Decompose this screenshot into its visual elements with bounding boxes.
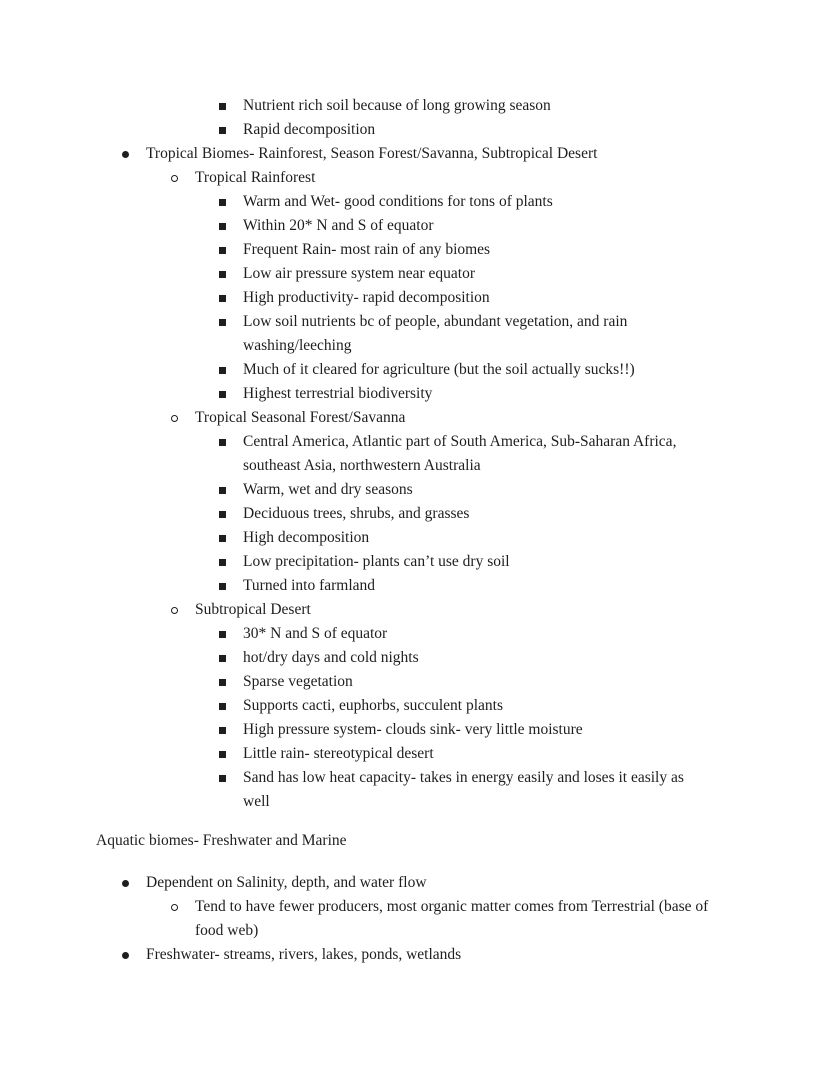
biomes-outline-list <box>96 94 712 814</box>
list-item <box>96 550 712 574</box>
list-item-text: Tropical Biomes- Rainforest, Season Forest/Savanna, Subtropical Desert <box>146 145 598 162</box>
square-bullet-icon <box>219 559 226 566</box>
list-item-text: Deciduous trees, shrubs, and grasses <box>243 505 470 522</box>
list-item <box>96 358 712 382</box>
circle-bullet-icon <box>171 415 178 422</box>
list-item <box>96 718 712 742</box>
list-item <box>96 310 712 358</box>
list-item <box>96 574 712 598</box>
list-item-text: Much of it cleared for agriculture (but the soil actually sucks!!) <box>243 361 635 378</box>
square-bullet-icon <box>219 775 226 782</box>
list-item-text: High productivity- rapid decomposition <box>243 289 490 306</box>
list-item-text: Little rain- stereotypical desert <box>243 745 434 762</box>
circle-bullet-icon <box>171 904 178 911</box>
square-bullet-icon <box>219 487 226 494</box>
square-bullet-icon <box>219 751 226 758</box>
list-item-text: Rapid decomposition <box>243 121 376 138</box>
circle-bullet-icon <box>171 607 178 614</box>
list-item-text: Frequent Rain- most rain of any biomes <box>243 241 491 258</box>
list-item-text: Nutrient rich soil because of long growing season <box>243 97 551 114</box>
list-item <box>96 646 712 670</box>
square-bullet-icon <box>219 679 226 686</box>
list-item-text: Tend to have fewer producers, most organic matter comes from Terrestrial (base of food web) <box>195 898 709 939</box>
list-item <box>96 238 712 262</box>
list-item <box>96 430 712 478</box>
disc-bullet-icon <box>122 952 129 959</box>
square-bullet-icon <box>219 271 226 278</box>
list-item <box>96 694 712 718</box>
circle-bullet-icon <box>171 175 178 182</box>
list-item-text: Tropical Seasonal Forest/Savanna <box>195 409 406 426</box>
square-bullet-icon <box>219 655 226 662</box>
square-bullet-icon <box>219 199 226 206</box>
square-bullet-icon <box>219 535 226 542</box>
square-bullet-icon <box>219 319 226 326</box>
list-item <box>96 766 712 814</box>
disc-bullet-icon <box>122 880 129 887</box>
list-item-text: Turned into farmland <box>243 577 376 594</box>
list-item-text: High decomposition <box>243 529 370 546</box>
square-bullet-icon <box>219 103 226 110</box>
list-item <box>96 118 712 142</box>
list-item <box>96 166 712 190</box>
list-item-text: Warm and Wet- good conditions for tons of plants <box>243 193 553 210</box>
square-bullet-icon <box>219 367 226 374</box>
square-bullet-icon <box>219 223 226 230</box>
list-item-text: Dependent on Salinity, depth, and water flow <box>146 874 427 891</box>
list-item <box>96 895 712 943</box>
aquatic-biomes-heading-paragraph: Aquatic biomes- Freshwater and Marine <box>96 832 347 849</box>
list-item-text: Low air pressure system near equator <box>243 265 475 282</box>
square-bullet-icon <box>219 439 226 446</box>
list-item-text: Subtropical Desert <box>195 601 311 618</box>
list-item-text: 30* N and S of equator <box>243 625 388 642</box>
list-item-text: Low precipitation- plants can’t use dry soil <box>243 553 510 570</box>
list-item-text: Warm, wet and dry seasons <box>243 481 413 498</box>
square-bullet-icon <box>219 727 226 734</box>
list-item <box>96 406 712 430</box>
square-bullet-icon <box>219 295 226 302</box>
list-item <box>96 871 712 895</box>
list-item <box>96 670 712 694</box>
list-item-text: Freshwater- streams, rivers, lakes, ponds, wetlands <box>146 946 462 963</box>
list-item <box>96 943 712 967</box>
list-item <box>96 622 712 646</box>
list-item-text: Sparse vegetation <box>243 673 353 690</box>
list-item <box>96 190 712 214</box>
list-item-text: Low soil nutrients bc of people, abundant vegetation, and rain washing/leeching <box>243 313 628 354</box>
list-item <box>96 94 712 118</box>
list-item-text: High pressure system- clouds sink- very little moisture <box>243 721 583 738</box>
list-item-text: Supports cacti, euphorbs, succulent plants <box>243 697 504 714</box>
list-item-text: Tropical Rainforest <box>195 169 316 186</box>
list-item-text: hot/dry days and cold nights <box>243 649 419 666</box>
square-bullet-icon <box>219 247 226 254</box>
list-item-text: Central America, Atlantic part of South America, Sub-Saharan Africa, southeast Asia, northwestern Australia <box>243 433 677 474</box>
list-item-text: Highest terrestrial biodiversity <box>243 385 433 402</box>
square-bullet-icon <box>219 703 226 710</box>
list-item <box>96 382 712 406</box>
list-item <box>96 478 712 502</box>
square-bullet-icon <box>219 127 226 134</box>
square-bullet-icon <box>219 391 226 398</box>
list-item <box>96 214 712 238</box>
list-item <box>96 526 712 550</box>
list-item-text: Within 20* N and S of equator <box>243 217 434 234</box>
square-bullet-icon <box>219 583 226 590</box>
list-item-text: Sand has low heat capacity- takes in energy easily and loses it easily as well <box>243 769 684 810</box>
list-item <box>96 742 712 766</box>
list-item <box>96 286 712 310</box>
list-item <box>96 598 712 622</box>
list-item <box>96 142 712 166</box>
list-item <box>96 502 712 526</box>
square-bullet-icon <box>219 631 226 638</box>
list-item <box>96 262 712 286</box>
aquatic-biomes-list <box>96 871 712 967</box>
disc-bullet-icon <box>122 151 129 158</box>
square-bullet-icon <box>219 511 226 518</box>
